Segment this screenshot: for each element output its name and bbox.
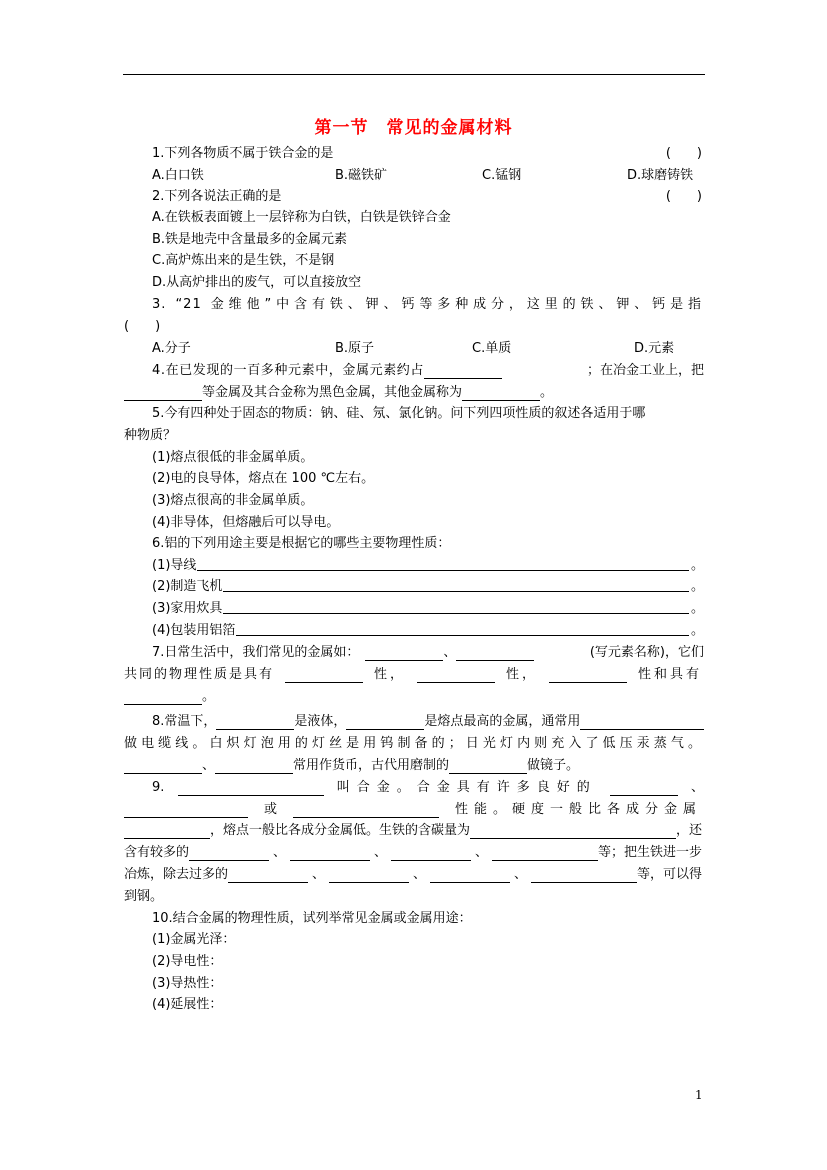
q2-answer-paren: ( ) — [665, 189, 702, 204]
q3-stem: 3. “21 金维他”中含有铁、钾、钙等多种成分，这里的铁、钾、钙是指 — [152, 297, 702, 312]
q6-item-1-row — [152, 557, 704, 574]
q1-option-c: C.锰钢 — [482, 168, 522, 183]
q3-answer-paren: ( ) — [124, 319, 161, 334]
q8-line1 — [152, 713, 704, 730]
section-title: 第一节 常见的金属材料 — [314, 118, 513, 138]
q6-stem: 6.铝的下列用途主要是根据它的哪些主要物理性质： — [152, 536, 451, 551]
q3-option-a: A.分子 — [152, 341, 191, 356]
q6-item-3-end: 。 — [690, 601, 704, 616]
q7-blank-5[interactable] — [549, 670, 627, 683]
q7-text-3: 共同的物理性质是具有 — [124, 667, 275, 682]
q9-text-1: 9. — [152, 780, 165, 795]
q7-blank-6[interactable] — [124, 692, 202, 705]
q4-line1 — [152, 362, 704, 379]
q9-sep-7: 、 — [514, 867, 528, 882]
q3-option-c: C.单质 — [472, 341, 512, 356]
q6-item-3-blank[interactable] — [223, 600, 689, 614]
q10-item-1: (1)金属光泽： — [152, 932, 236, 947]
q8-blank-5[interactable] — [215, 761, 293, 774]
q6-item-4-blank[interactable] — [236, 622, 689, 636]
q7-blank-2[interactable] — [456, 648, 534, 661]
q9-text-6: ，还 — [675, 823, 702, 838]
q6-item-2-blank[interactable] — [223, 578, 689, 592]
q9-blank-13[interactable] — [430, 870, 510, 883]
q7-sep-1: 、 — [443, 645, 457, 660]
header-rule — [123, 74, 705, 75]
q9-sep-1: 、 — [690, 780, 704, 795]
q6-item-3-label: (3)家用炊具 — [152, 601, 223, 616]
q9-text-5: ，熔点一般比各成分金属低。生铁的含碳量为 — [210, 823, 471, 838]
q9-line1 — [152, 779, 704, 796]
q7-line1 — [152, 644, 704, 661]
q9-sep-6: 、 — [413, 867, 427, 882]
q6-item-4-label: (4)包装用铝箔 — [152, 623, 236, 638]
q5-stem-line1: 5.今有四种处于固态的物质：钠、硅、氖、氯化钠。问下列四项性质的叙述各适用于哪 — [152, 406, 646, 421]
q10-item-2: (2)导电性： — [152, 954, 223, 969]
q6-item-2-row — [152, 578, 704, 595]
q8-line2: 做电缆线。白炽灯泡用的灯丝是用钨制备的；日光灯内则充入了低压汞蒸气。 — [124, 736, 702, 751]
q6-item-2-label: (2)制造飞机 — [152, 579, 223, 594]
q6-item-4-end: 。 — [690, 623, 704, 638]
q9-blank-4[interactable] — [293, 805, 439, 818]
q6-item-1-blank[interactable] — [197, 557, 689, 571]
q8-blank-6[interactable] — [449, 761, 527, 774]
q9-line2 — [124, 801, 702, 818]
q9-sep-4: 、 — [475, 845, 489, 860]
q4-blank-3[interactable] — [462, 388, 540, 401]
q1-option-d: D.球磨铸铁 — [627, 168, 694, 183]
q8-text-3: 是熔点最高的金属，通常用 — [424, 714, 581, 729]
q8-blank-4[interactable] — [124, 761, 202, 774]
q9-blank-5[interactable] — [124, 826, 210, 839]
q9-sep-2: 、 — [273, 845, 287, 860]
q8-blank-1[interactable] — [216, 717, 294, 730]
q10-item-4: (4)延展性： — [152, 997, 223, 1012]
q9-blank-11[interactable] — [228, 870, 308, 883]
q9-blank-7[interactable] — [189, 848, 269, 861]
q9-text-3: 或 — [263, 802, 277, 817]
q8-line3 — [124, 757, 579, 774]
q9-blank-6[interactable] — [470, 826, 676, 839]
q6-item-1-label: (1)导线 — [152, 558, 197, 573]
q9-text-2: 叫合金。合金具有许多良好的 — [336, 780, 597, 795]
q8-sep-1: 、 — [202, 758, 216, 773]
q6-item-4-row — [152, 622, 704, 639]
q9-line3 — [124, 822, 702, 839]
q9-sep-5: 、 — [312, 867, 326, 882]
q9-blank-1[interactable] — [178, 783, 324, 796]
q5-item-3: (3)熔点很高的非金属单质。 — [152, 493, 314, 508]
q7-text-2: (写元素名称)，它们 — [589, 645, 704, 660]
q9-text-7: 含有较多的 — [124, 845, 190, 860]
q6-item-1-end: 。 — [690, 558, 704, 573]
q4-blank-2[interactable] — [124, 388, 202, 401]
q1-stem: 1.下列各物质不属于铁合金的是 — [152, 146, 334, 161]
q5-item-2: (2)电的良导体，熔点在 100 ℃左右。 — [152, 471, 375, 486]
q9-text-4: 性能。硬度一般比各成分金属 — [454, 802, 702, 817]
q4-text-1: 4.在已发现的一百多种元素中，金属元素约占 — [152, 363, 425, 378]
q8-text-1: 8.常温下， — [152, 714, 217, 729]
q9-blank-8[interactable] — [290, 848, 370, 861]
q2-option-a: A.在铁板表面镀上一层锌称为白铁，白铁是铁锌合金 — [152, 210, 451, 225]
q7-line2 — [124, 666, 702, 683]
q7-blank-4[interactable] — [417, 670, 495, 683]
q4-text-2: ；在冶金工业上，把 — [586, 363, 704, 378]
q10-stem: 10.结合金属的物理性质，试列举常见金属或金属用途： — [152, 911, 472, 926]
q7-text-5: 性， — [505, 667, 538, 682]
q8-blank-2[interactable] — [346, 717, 424, 730]
q2-stem: 2.下列各说法正确的是 — [152, 189, 282, 204]
q9-blank-14[interactable] — [531, 870, 637, 883]
q9-text-8: 等；把生铁进一步 — [597, 845, 702, 860]
q4-blank-1[interactable] — [424, 366, 502, 379]
q2-option-d: D.从高炉排出的废气，可以直接放空 — [152, 275, 362, 290]
q4-line2 — [124, 384, 553, 401]
q7-blank-1[interactable] — [365, 648, 443, 661]
q1-answer-paren: ( ) — [665, 146, 702, 161]
q4-text-3: 等金属及其合金称为黑色金属，其他金属称为 — [202, 385, 463, 400]
q9-sep-3: 、 — [374, 845, 388, 860]
q5-stem-line2: 种物质？ — [124, 428, 177, 443]
q9-line6: 到钢。 — [124, 889, 164, 904]
q9-line5 — [124, 866, 702, 883]
q8-text-5: 做镜子。 — [527, 758, 580, 773]
q9-blank-10[interactable] — [492, 848, 598, 861]
q1-option-a: A.白口铁 — [152, 168, 204, 183]
q9-blank-2[interactable] — [610, 783, 678, 796]
q5-item-4: (4)非导体，但熔融后可以导电。 — [152, 515, 340, 530]
q7-blank-3[interactable] — [285, 670, 363, 683]
q2-option-c: C.高炉炼出来的是生铁，不是钢 — [152, 253, 335, 268]
q8-text-4: 常用作货币，古代用磨制的 — [293, 758, 450, 773]
q3-option-d: D.元素 — [634, 341, 675, 356]
q6-item-2-end: 。 — [690, 579, 704, 594]
q4-text-4: 。 — [540, 385, 554, 400]
q1-option-b: B.磁铁矿 — [335, 168, 388, 183]
q7-line3 — [124, 688, 215, 705]
q6-item-3-row — [152, 600, 704, 617]
q7-text-6: 性和具有 — [637, 667, 702, 682]
q9-text-10: 等，可以得 — [636, 867, 702, 882]
q8-blank-3[interactable] — [580, 717, 704, 730]
page-number: 1 — [695, 1088, 703, 1102]
q10-item-3: (3)导热性： — [152, 976, 223, 991]
q9-line4 — [124, 844, 702, 861]
q2-option-b: B.铁是地壳中含量最多的金属元素 — [152, 232, 348, 247]
q5-item-1: (1)熔点很低的非金属单质。 — [152, 450, 314, 465]
q9-blank-9[interactable] — [391, 848, 471, 861]
q9-text-9: 冶炼，除去过多的 — [124, 867, 229, 882]
q7-text-1: 7.日常生活中，我们常见的金属如： — [152, 645, 360, 660]
q9-blank-3[interactable] — [124, 805, 248, 818]
q7-text-7: 。 — [202, 689, 216, 704]
q7-text-4: 性， — [373, 667, 406, 682]
q9-blank-12[interactable] — [329, 870, 409, 883]
q3-option-b: B.原子 — [335, 341, 375, 356]
q8-text-2: 是液体， — [294, 714, 347, 729]
